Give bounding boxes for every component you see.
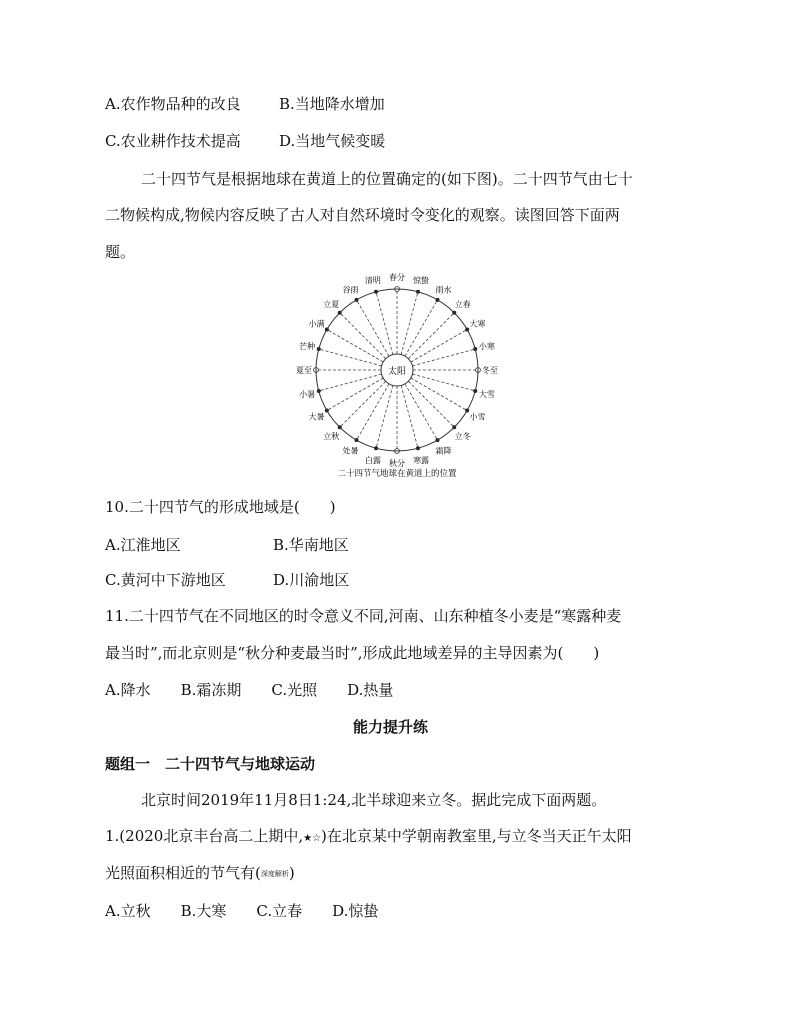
spoke-line: [327, 330, 383, 363]
spoke-line: [357, 300, 390, 356]
spoke-line: [411, 378, 467, 411]
sun-label: 太阳: [387, 367, 407, 377]
solar-term-label: 小满: [308, 319, 325, 329]
passage-line-3: 题。: [105, 243, 136, 261]
solar-term-label: 大雪: [478, 390, 495, 400]
intro-text: 北京时间2019年11月8日1:24,北半球迎来立冬。据此完成下面两题。: [141, 791, 607, 809]
option-c: C.农业耕作技术提高: [105, 132, 241, 150]
q1-stem-2-end: ): [288, 864, 295, 882]
spoke-line: [405, 300, 438, 356]
solar-term-label: 大寒: [469, 319, 486, 329]
solar-term-label: 谷雨: [342, 285, 359, 295]
spoke-line: [401, 385, 418, 448]
solar-term-label: 立秋: [323, 431, 340, 441]
spoke-line: [357, 384, 390, 440]
q1-stem-1: [105, 826, 632, 849]
spoke-line: [408, 381, 454, 427]
spoke-line: [319, 349, 382, 366]
solar-term-label: 雨水: [435, 285, 452, 295]
spoke-line: [376, 385, 393, 448]
q10-option-a: A.江淮地区: [105, 536, 181, 554]
spoke-line: [408, 313, 454, 359]
diagram-caption: 二十四节气地球在黄道上的位置: [337, 469, 457, 479]
solar-term-label: 小寒: [478, 341, 495, 351]
spoke-line: [376, 292, 393, 355]
q10-stem: 10.二十四节气的形成地域是( ): [105, 498, 336, 516]
q1-stem-suffix: )在北京某中学朝南教室里,与立冬当天正午太阳: [321, 827, 632, 845]
solar-term-label: 夏至: [296, 366, 312, 375]
q10-option-d: D.川渝地区: [273, 571, 350, 589]
ecliptic-diagram: [288, 273, 506, 483]
q11-stem-1: 11.二十四节气在不同地区的时令意义不同,河南、山东种植冬小麦是“寒露种麦: [105, 607, 622, 625]
q10-option-c: C.黄河中下游地区: [105, 571, 226, 589]
solar-term-label: 白露: [364, 455, 381, 465]
q11-stem-2: 最当时”,而北京则是“秋分种麦最当时”,形成此地域差异的主导因素为( ): [105, 644, 600, 662]
analysis-tag: 深度解析: [260, 870, 289, 878]
solar-term-label: 立冬: [454, 431, 471, 441]
q1-stem-2: [105, 863, 295, 884]
q1-options: A.立秋 B.大寒 C.立春 D.惊蛰: [105, 902, 379, 920]
spoke-line: [411, 330, 467, 363]
solar-term-label: 立夏: [323, 300, 340, 310]
spoke-line: [327, 378, 383, 411]
solar-term-label: 冬至: [482, 366, 498, 375]
spoke-line: [319, 374, 382, 391]
option-b: B.当地降水增加: [279, 95, 385, 113]
solar-term-label: 芒种: [299, 341, 316, 351]
solar-term-label: 春分: [389, 273, 405, 282]
solar-term-label: 小雪: [469, 412, 486, 422]
option-a: A.农作物品种的改良: [105, 95, 241, 113]
passage-line-1: 二十四节气是根据地球在黄道上的位置确定的(如下图)。二十四节气由七十: [141, 170, 633, 188]
spoke-line: [412, 374, 475, 391]
solar-term-label: 处暑: [342, 446, 359, 456]
solar-term-label: 小暑: [299, 390, 316, 400]
solar-term-label: 清明: [364, 276, 381, 286]
solar-term-label: 立春: [454, 300, 471, 310]
spoke-line: [340, 381, 386, 427]
passage-line-2: 二物候构成,物候内容反映了古人对自然环境时令变化的观察。读图回答下面两: [105, 206, 620, 224]
section-title: 能力提升练: [353, 718, 429, 736]
q10-option-b: B.华南地区: [273, 536, 349, 554]
q11-options: A.降水 B.霜冻期 C.光照 D.热量: [105, 681, 394, 699]
spoke-line: [412, 349, 475, 366]
solar-term-label: 大暑: [308, 412, 325, 422]
group-title: 题组一 二十四节气与地球运动: [105, 755, 316, 773]
spoke-line: [340, 313, 386, 359]
q1-stem-prefix: 1.(2020北京丰台高二上期中,: [105, 827, 304, 845]
difficulty-stars-icon: ★☆: [303, 833, 322, 844]
spoke-line: [401, 292, 418, 355]
option-d: D.当地气候变暖: [279, 132, 386, 150]
solar-term-label: 惊蛰: [413, 276, 430, 286]
solar-term-label: 霜降: [435, 446, 452, 456]
solar-term-label: 秋分: [389, 459, 405, 468]
spoke-line: [405, 384, 438, 440]
q1-stem-2-text: 光照面积相近的节气有(: [105, 864, 261, 882]
solar-term-label: 寒露: [413, 455, 430, 465]
